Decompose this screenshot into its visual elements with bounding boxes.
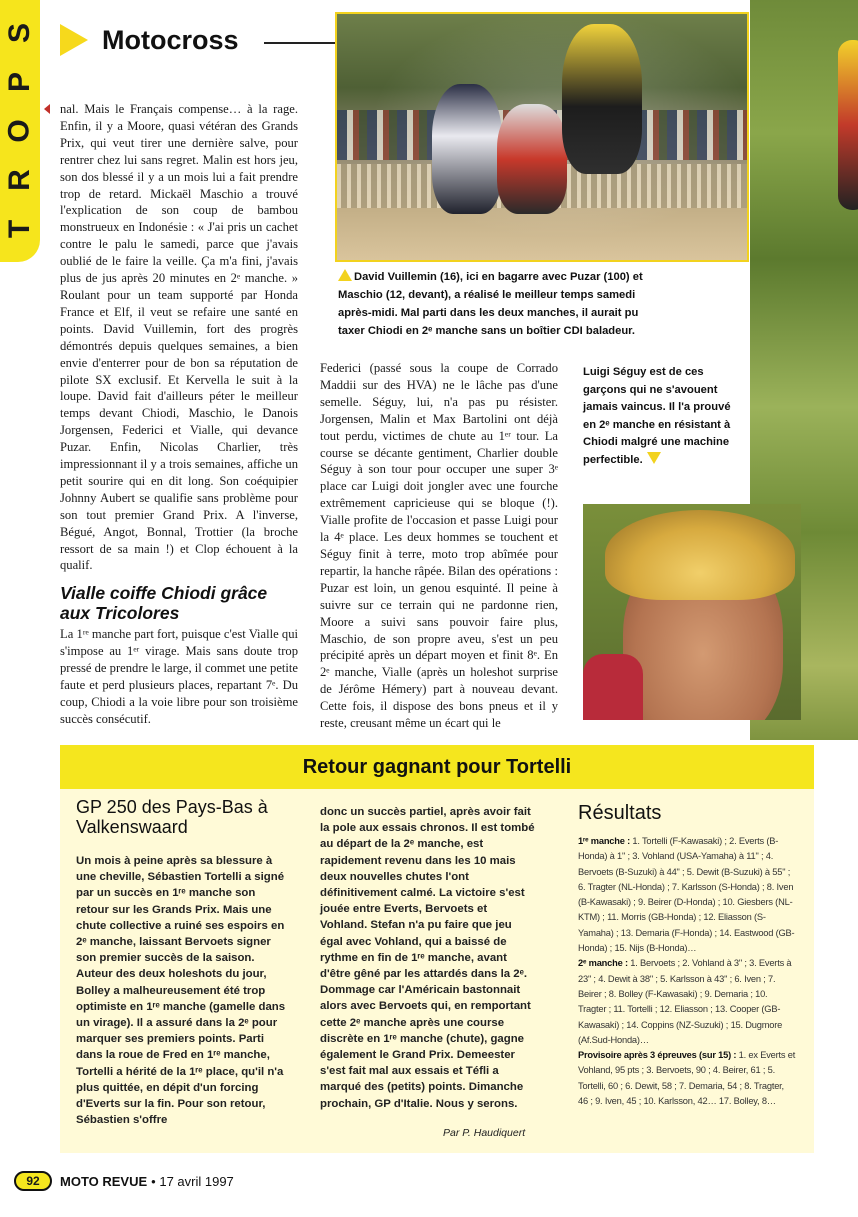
triangle-down-icon bbox=[647, 452, 661, 464]
section-tab bbox=[0, 0, 40, 262]
shirt-image bbox=[583, 654, 643, 720]
article-column-1: nal. Mais le Français compense… à la rage. Enfin, il y a Moore, quasi vétéran des Grands Prix, qui veut tirer une dernière salve, pour rentrer chez lui sans regret. Malin est hors jeu, son dos blessé il y a un mois lui a fait prendre trop de retard. Mickaël Maschio a trouvé l'explication de son coup de bambou monstrueux en Indonésie : « J'ai pris un cachet contre le palu le samedi, parce que j'avais oublié de le faire la veille. Ça m'a fini, j'avais plus de jus après 20 minutes en 2ᵉ manche. » Roulant pour un team supporté par Honda France et Elf, il veut se refaire une santé en points. David Vuillemin, fort des progrès démontrés depuis quelques semaines, a bien envie d'enterrer pour de bon sa réputation de pilote SX exclusif. Et Kervella le suit à la loupe. David fait d'ailleurs péter le meilleur temps devant Chiodi, Maschio, le Danois Jorgensen, Federici et Vialle, qui devance Puzar. Enfin, Nicolas Charlier, très impressionnant il y a trois semaines, affiche un petit sourire qui en dit long. Son coéquipier Johnny Aubert se qualifie sans problème pour son tout premier Grand Prix. A l'inverse, Bégué, Angot, Bonnal, Trottier (la broche ressort de sa main !) et Clop échouent à la qualif. bbox=[60, 102, 298, 573]
results-title: Résultats bbox=[578, 802, 662, 824]
results-text: 1. ex Everts et Vohland, 95 pts ; 3. Bervoets, 90 ; 4. Beirer, 61 ; 5. Tortelli, 60 ; 6. Dewit, 58 ; 7. Demaria, 54 ; 8. Tragter, 46 ; 9. Iven, 45 ; 10. Karlsson, 42… 17. Bolley, 8… bbox=[578, 1050, 796, 1107]
byline: Par P. Haudiquert bbox=[443, 1127, 526, 1139]
page-footer bbox=[14, 1170, 234, 1192]
magazine-name: MOTO REVUE bbox=[60, 1173, 148, 1189]
arrow-icon bbox=[60, 24, 88, 56]
results-entry bbox=[578, 834, 796, 956]
photo-caption bbox=[338, 268, 668, 340]
seguy-portrait bbox=[583, 504, 801, 720]
box-column-1: Un mois à peine après sa blessure à une cheville, Sébastien Tortelli a signé par un succès en 1ʳᵉ manche son retour sur les Grands Prix. Mais une chute collective a ruiné ses espoirs en 2ᵉ manche, laissant Bervoets signer son premier succès de la saison. Auteur des deux holeshots du jour, Bolley a malheureusement été trop optimiste en 1ʳᵉ manche (gamelle dans un virage). Il a assuré dans la 2ᵉ pour marquer ses premiers points. Parti dans la roue de Fred en 1ʳᵉ manche, Tortelli a hérité de la 1ʳᵉ place, qu'il n'a plus quittée, en dépit d'un forcing d'Everts sur la fin. Pour son retour, Sébastien s'offre bbox=[76, 855, 286, 1127]
rider-12-image bbox=[497, 104, 567, 214]
rider-100-image bbox=[562, 24, 642, 174]
article-subheading: Vialle coiffe Chiodi grâce aux Tricolores bbox=[60, 583, 268, 623]
photo-caption-text: David Vuillemin (16), ici en bagarre avec Puzar (100) et Maschio (12, devant), a réalisé le meilleur temps samedi après-midi. Mal parti dans les deux manches, il aurait pu taxer Chiodi en 2ᵉ manche sans un boîtier CDI baladeur. bbox=[338, 271, 643, 337]
section-tab-letter: O bbox=[3, 119, 36, 143]
issue-date: • 17 avril 1997 bbox=[151, 1173, 234, 1189]
seguy-caption-text: Luigi Séguy est de ces garçons qui ne s'avouent jamais vaincus. Il l'a prouvé en 2ᵉ manche en résistant à Chiodi malgré une machine perfectible. bbox=[583, 366, 731, 466]
page-number: 92 bbox=[14, 1171, 52, 1191]
page-title: Motocross bbox=[102, 24, 239, 55]
article-column-1b: La 1ʳᵉ manche part fort, puisque c'est Vialle qui s'impose au 1ᵉʳ virage. Mais sans doute trop pressé de prendre le large, il commet une petite faute et perd plusieurs places, repartant 7ᵉ. Du coup, Chiodi a la voie libre pour son troisième succès consécutif. bbox=[60, 627, 298, 726]
section-tab-letter: T bbox=[2, 220, 36, 239]
continuation-marker-icon bbox=[44, 104, 50, 114]
rider-16-image bbox=[432, 84, 502, 214]
results-box-subtitle: GP 250 des Pays-Bas à Valkenswaard bbox=[76, 797, 268, 837]
results-box-title: Retour gagnant pour Tortelli bbox=[302, 755, 572, 778]
results-text: 1. Bervoets ; 2. Vohland à 3" ; 3. Everts à 23" ; 4. Dewit à 38" ; 5. Karlsson à 43" ; 6. Iven ; 7. Beirer ; 8. Bolley (F-Kawasaki) ; 9. Demaria ; 10. Tragter ; 11. Tortelli ; 12. Eliasson ; 13. Cooper (GB-Kawasaki) ; 14. Coppins (NZ-Suzuki) ; 15. Dugmore (Af.Sud-Honda)… bbox=[578, 958, 792, 1045]
results-label: Provisoire après 3 épreuves (sur 15) : bbox=[578, 1050, 737, 1061]
results-box-header bbox=[60, 745, 814, 789]
section-tab-letter: S bbox=[2, 22, 36, 43]
results-label: 1ʳᵉ manche : bbox=[578, 836, 631, 846]
rider-image bbox=[838, 40, 858, 210]
race-photo bbox=[335, 12, 749, 262]
hair-image bbox=[605, 510, 795, 600]
results-label: 2ᵉ manche : bbox=[578, 958, 628, 969]
box-column-2: donc un succès partiel, après avoir fait la pole aux essais chronos. Il est tombé au départ de la 2ᵉ manche, est rapidement revenu dans les 10 mais deux nouvelles chutes l'ont définitivement calmé. La victoire s'est jouée entre Everts, Bervoets et Vohland. Stefan n'a pu faire que jeu égal avec Vohland, qui a baissé de rythme en fin de 1ʳᵉ manche, avant d'être gêné par les attardés dans la 2ᵉ. Dommage car l'Américain bastonnait alors avec Bervoets qui, en remportant cette 2ᵉ manche après une course discrète en 1ʳᵉ manche (chute), gagne également le Grand Prix. Demeester s'est fait mal aux essais et Téfli a marqué des (petits) points. Dimanche prochain, GP d'Italie. Nous y serons. bbox=[320, 806, 535, 1110]
header-rule bbox=[264, 42, 336, 44]
results-text: 1. Tortelli (F-Kawasaki) ; 2. Everts (B-Honda) à 1" ; 3. Vohland (USA-Yamaha) à 11" ; 4. Bervoets (B-Suzuki) à 44" ; 5. Dewit (B-Suzuki) à 55" ; 6. Tragter (NL-Honda) ; 7. Karlsson (S-Honda) ; 8. Iven (B-Kawasaki) ; 9. Beirer (D-Honda) ; 10. Giesbers (NL-KTM) ; 11. Morris (GB-Honda) ; 12. Eliasson (S-Yamaha) ; 13. Demaria (F-Honda) ; 14. Eastwood (GB-Honda) ; 15. Nijs (B-Honda)… bbox=[578, 836, 795, 954]
section-tab-letter: R bbox=[2, 169, 36, 191]
results-list bbox=[578, 834, 796, 1109]
seguy-caption bbox=[583, 364, 743, 470]
triangle-icon bbox=[338, 269, 352, 281]
page-header bbox=[60, 22, 239, 58]
section-tab-letter: P bbox=[2, 71, 36, 92]
results-entry bbox=[578, 1048, 796, 1109]
results-entry bbox=[578, 956, 796, 1048]
article-column-2: Federici (passé sous la coupe de Corrado Maddii sur des HVA) ne le lâche pas d'une semelle. Séguy, lui, n'a pas pu résister. Jorgensen, Malin et Max Bartolini ont déjà tout perdu, victimes de chute au 1ᵉʳ tour. La course se décante gentiment, Charlier double Séguy à son tour pour occuper une super 3ᵉ place car Luigi doit jongler avec une fourche extrêmement capricieuse qui se bloque (!). Vialle profite de l'occasion et passe Luigi pour la 4ᵉ place. Les deux hommes se touchent et Séguy finit à terre, moto trop abîmée pour repartir, la hanche râpée. Bilan des opérations : Puzar est loin, un genou esquinté. Il peine à suivre sur ce terrain qui ne pardonne rien, Moore a suivi sans pouvoir faire plus, Maschio, de son propre aveu, s'est un peu précipité après un départ moyen et finit 8ᵉ. En 2ᵉ manche, Vialle (après un holeshot surprise de Jérôme Hémery) part à nouveau devant. Cette fois, il dispose des bons pneus et il y reste, creusant même un écart qui le bbox=[320, 361, 558, 731]
